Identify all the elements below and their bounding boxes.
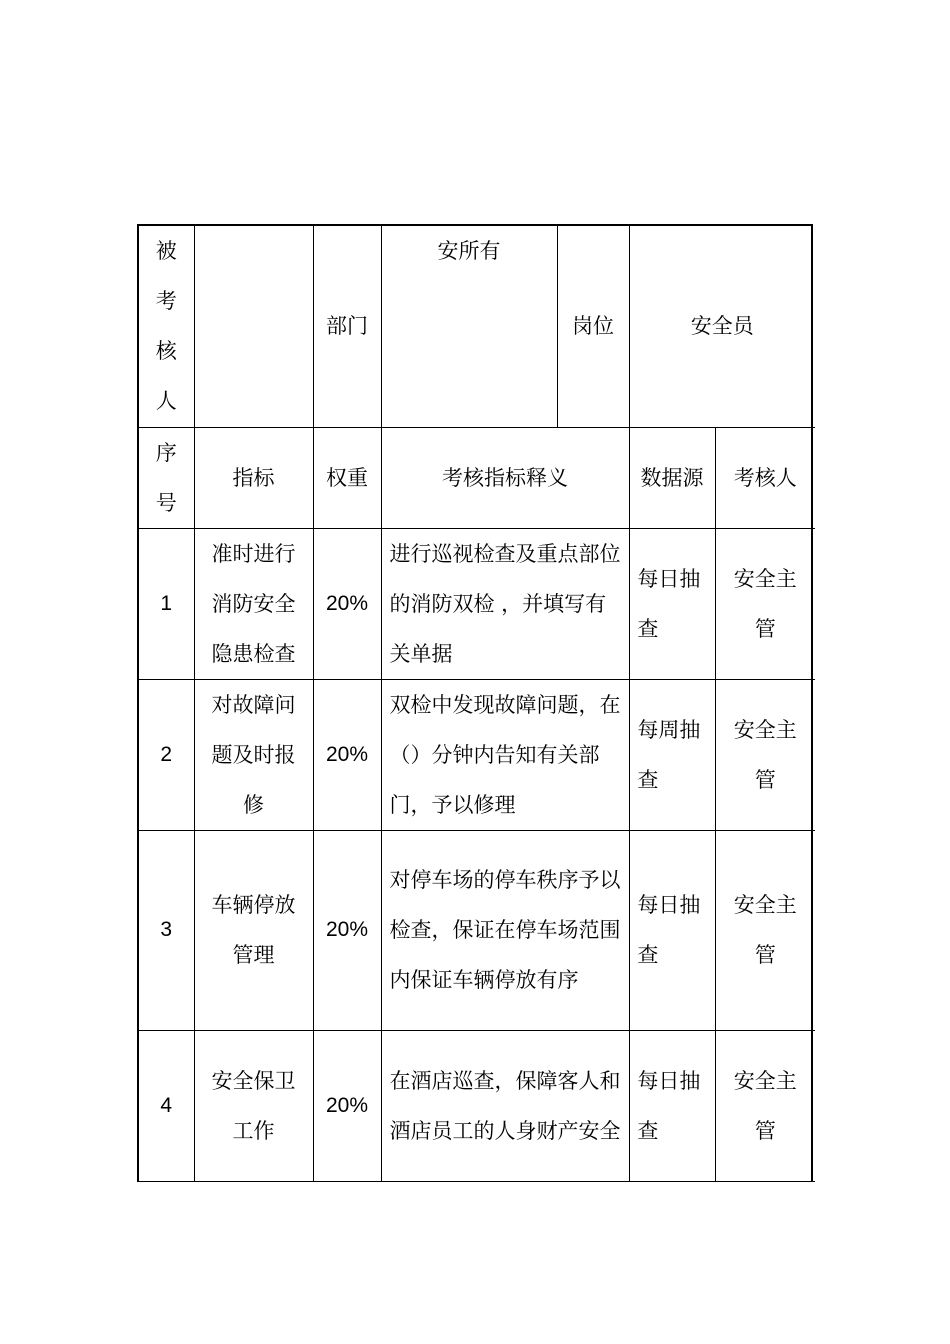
row-source-cell	[629, 1030, 715, 1181]
row-indicator: 对故障问题及时报修	[211, 692, 296, 817]
header-row	[139, 226, 815, 427]
col-assessor: 考核人	[733, 465, 797, 490]
row-source-cell	[629, 528, 715, 679]
row-weight: 20%	[313, 830, 381, 1030]
position-label-cell	[557, 226, 629, 427]
col-weight-cell	[313, 427, 381, 528]
col-indicator-cell	[194, 427, 313, 528]
assessment-table	[139, 226, 815, 1182]
row-definition: 在酒店巡查，保障客人和酒店员工的人身财产安全	[389, 1068, 621, 1143]
row-assessor-cell	[715, 1030, 815, 1181]
dept-value-cell	[381, 226, 557, 427]
row-definition: 对停车场的停车秩序予以检查，保证在停车场范围内保证车辆停放有序	[389, 868, 621, 992]
table-row	[139, 679, 815, 830]
col-indicator: 指标	[232, 465, 275, 490]
row-indicator: 车辆停放管理	[211, 893, 296, 967]
row-source: 每日抽查	[637, 566, 701, 641]
assessee-label-cell	[139, 226, 194, 427]
row-definition-cell	[381, 1030, 629, 1181]
row-assessor-cell	[715, 679, 815, 830]
col-definition: 考核指标释义	[442, 465, 568, 490]
row-definition-cell	[381, 830, 629, 1030]
row-weight: 20%	[313, 1030, 381, 1181]
row-assessor: 安全主管	[733, 717, 797, 792]
row-assessor-cell	[715, 528, 815, 679]
row-seq: 4	[139, 1030, 194, 1181]
row-definition-cell	[381, 528, 629, 679]
row-definition-cell	[381, 679, 629, 830]
row-source: 每日抽查	[637, 1068, 701, 1143]
row-indicator-cell	[194, 528, 313, 679]
row-indicator-cell	[194, 679, 313, 830]
assessment-form	[137, 224, 813, 1182]
row-source: 每周抽查	[637, 717, 701, 792]
dept-value: 安所有	[437, 239, 501, 263]
row-assessor-cell	[715, 830, 815, 1030]
row-assessor: 安全主管	[733, 1068, 797, 1143]
column-header-row	[139, 427, 815, 528]
position-value: 安全员	[690, 314, 754, 339]
assessee-value-cell	[194, 226, 313, 427]
col-definition-cell	[381, 427, 629, 528]
row-seq: 2	[139, 679, 194, 830]
position-label: 岗位	[572, 314, 614, 339]
row-indicator: 安全保卫工作	[211, 1068, 296, 1143]
table-row	[139, 528, 815, 679]
row-seq: 1	[139, 528, 194, 679]
col-seq: 序号	[155, 440, 177, 515]
col-weight: 权重	[326, 465, 368, 490]
row-weight: 20%	[313, 528, 381, 679]
row-definition: 进行巡视检查及重点部位的消防双检 ，并填写有关单据	[389, 541, 621, 666]
row-source-cell	[629, 679, 715, 830]
position-value-cell	[629, 226, 815, 427]
row-definition: 双检中发现故障问题，在（）分钟内告知有关部门，予以修理	[389, 692, 621, 817]
col-source-cell	[629, 427, 715, 528]
table-row	[139, 830, 815, 1030]
row-weight: 20%	[313, 679, 381, 830]
row-indicator-cell	[194, 830, 313, 1030]
row-source: 每日抽查	[637, 893, 701, 967]
row-assessor: 安全主管	[733, 566, 797, 641]
row-source-cell	[629, 830, 715, 1030]
dept-label-cell	[313, 226, 381, 427]
col-assessor-cell	[715, 427, 815, 528]
row-seq: 3	[139, 830, 194, 1030]
row-assessor: 安全主管	[733, 893, 797, 967]
col-seq-cell	[139, 427, 194, 528]
row-indicator: 准时进行消防安全隐患检查	[211, 541, 296, 666]
col-source: 数据源	[640, 465, 704, 490]
dept-label: 部门	[326, 314, 368, 339]
row-indicator-cell	[194, 1030, 313, 1181]
table-row	[139, 1030, 815, 1181]
assessee-label: 被考核人	[155, 239, 177, 414]
